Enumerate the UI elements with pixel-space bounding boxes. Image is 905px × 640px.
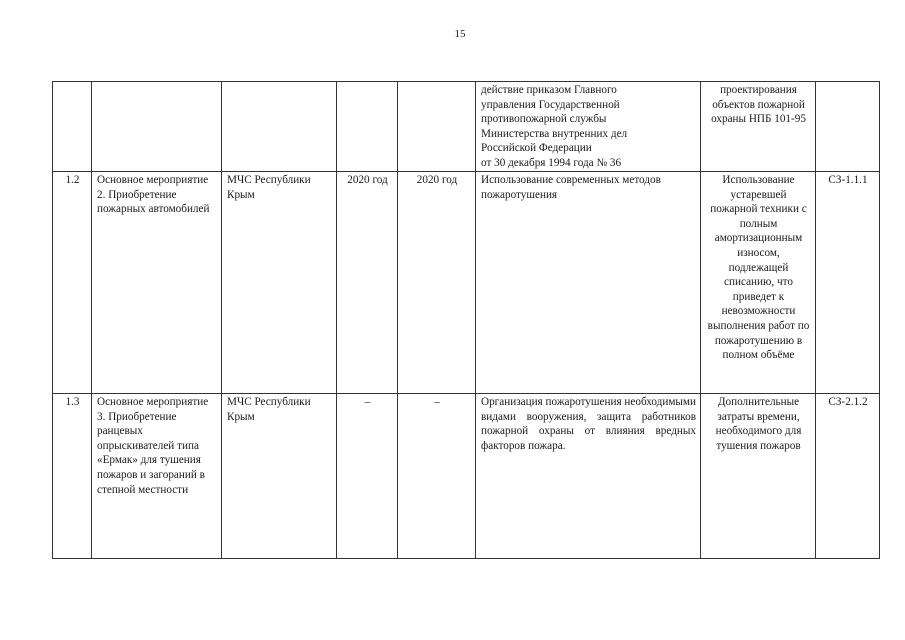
executor-cell: МЧС Республики Крым [222, 394, 337, 559]
start-cell: – [337, 394, 398, 559]
row-number [53, 82, 92, 172]
result-line: противопожарной службы [481, 113, 607, 126]
event-cell: Основное мероприятие 2. Приобретение пожарных автомобилей [92, 172, 222, 394]
result-cell [476, 82, 701, 172]
program-table [52, 81, 880, 559]
executor-cell [222, 82, 337, 172]
executor-cell: МЧС Республики Крым [222, 172, 337, 394]
result-line: Российской Федерации [481, 142, 592, 155]
table-row [53, 394, 880, 559]
result-line: управления Государственной [481, 98, 620, 111]
row-number: 1.3 [53, 394, 92, 559]
result-line: от 30 декабря 1994 года № 36 [481, 156, 622, 169]
event-cell [92, 82, 222, 172]
start-cell [337, 82, 398, 172]
end-cell: – [398, 394, 476, 559]
indicator-cell: СЗ-1.1.1 [816, 172, 880, 394]
page-number: 15 [454, 28, 466, 40]
end-cell [398, 82, 476, 172]
result-cell: Организация пожаротушения необходимыми видами вооружения, защита работников пожарной охраны от влияния вредных факторов пожара. [476, 394, 701, 559]
consequence-cell: Дополнительные затраты времени, необходимого для тушения пожаров [701, 394, 816, 559]
start-cell: 2020 год [337, 172, 398, 394]
result-cell: Использование современных методов пожаротушения [476, 172, 701, 394]
end-cell: 2020 год [398, 172, 476, 394]
consequence-cell: проектирования объектов пожарной охраны НПБ 101-95 [701, 82, 816, 172]
table-row [53, 172, 880, 394]
consequence-cell: Использование устаревшей пожарной техники с полным амортизационным износом, подлежащей списанию, что приведет к невозможности выполнения работ по пожаротушению в полном объёме [701, 172, 816, 394]
indicator-cell: СЗ-2.1.2 [816, 394, 880, 559]
indicator-cell [816, 82, 880, 172]
result-line: Министерства внутренних дел [481, 127, 628, 140]
event-cell: Основное мероприятие 3. Приобретение ранцевых опрыскивателей типа «Ермак» для тушения пожаров и загораний в степной местности [92, 394, 222, 559]
result-line: действие приказом Главного [481, 84, 617, 96]
row-number: 1.2 [53, 172, 92, 394]
table-row [53, 82, 880, 172]
